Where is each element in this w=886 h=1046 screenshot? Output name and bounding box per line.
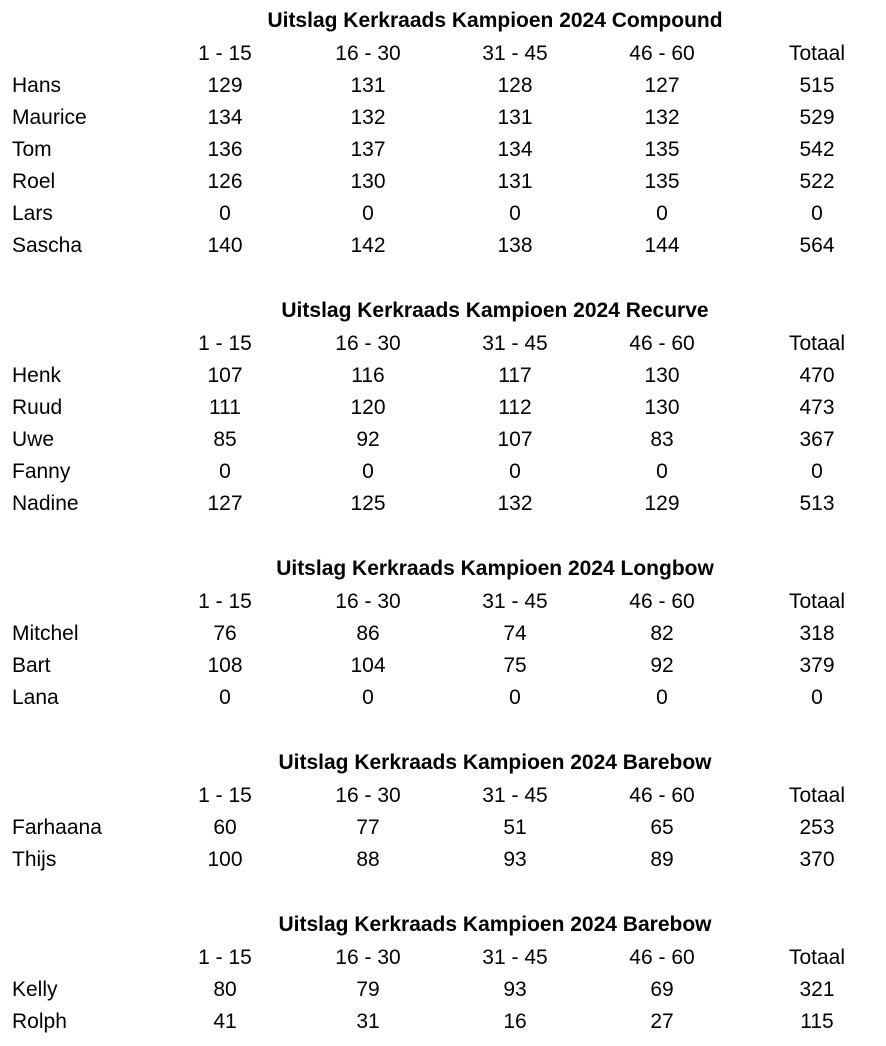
- table-row: [0, 974, 886, 1006]
- archer-name: Rolph: [12, 1010, 67, 1033]
- round-score: 86: [356, 622, 380, 645]
- table-row: [0, 134, 886, 166]
- round-score: 0: [362, 686, 374, 709]
- round-score: 120: [350, 396, 386, 419]
- round-score: 0: [219, 202, 231, 225]
- table-title-row: [0, 552, 886, 586]
- total-score: 0: [811, 202, 823, 225]
- round-score: 131: [497, 106, 533, 129]
- table-row: [0, 488, 886, 520]
- column-header: Totaal: [788, 590, 846, 613]
- table-title-row: [0, 294, 886, 328]
- round-score: 0: [219, 460, 231, 483]
- total-score: 379: [799, 654, 835, 677]
- round-score: 0: [509, 460, 521, 483]
- archer-name: Ruud: [12, 396, 63, 419]
- round-score: 0: [509, 686, 521, 709]
- column-header: 31 - 45: [482, 590, 548, 613]
- table-header-row: [0, 328, 886, 360]
- round-score: 129: [644, 492, 680, 515]
- table-title-row: [0, 908, 886, 942]
- results-table: [0, 4, 886, 262]
- round-score: 79: [356, 978, 380, 1001]
- round-score: 89: [650, 848, 674, 871]
- table-row: [0, 424, 886, 456]
- round-score: 117: [498, 364, 532, 387]
- table-row: [0, 70, 886, 102]
- total-score: 370: [799, 848, 835, 871]
- column-header: 16 - 30: [335, 42, 401, 65]
- round-score: 31: [356, 1010, 380, 1033]
- column-header: 1 - 15: [198, 590, 252, 613]
- round-score: 131: [497, 170, 533, 193]
- round-score: 100: [207, 848, 243, 871]
- table-row: [0, 230, 886, 262]
- table-title-row: [0, 4, 886, 38]
- column-header: 1 - 15: [198, 332, 252, 355]
- table-row: [0, 682, 886, 714]
- round-score: 0: [509, 202, 521, 225]
- archer-name: Mitchel: [12, 622, 79, 645]
- column-header: 46 - 60: [629, 42, 695, 65]
- round-score: 137: [350, 138, 386, 161]
- round-score: 136: [207, 138, 243, 161]
- round-score: 112: [498, 396, 532, 419]
- results-table: [0, 908, 886, 1038]
- round-score: 0: [362, 202, 374, 225]
- archer-name: Bart: [12, 654, 51, 677]
- round-score: 0: [656, 202, 668, 225]
- column-header: 46 - 60: [629, 784, 695, 807]
- archer-name: Farhaana: [12, 816, 102, 839]
- results-table: [0, 746, 886, 876]
- round-score: 138: [497, 234, 533, 257]
- total-score: 529: [799, 106, 835, 129]
- archer-name: Fanny: [12, 460, 71, 483]
- column-header: Totaal: [788, 784, 846, 807]
- total-score: 321: [799, 978, 835, 1001]
- total-score: 513: [799, 492, 835, 515]
- round-score: 107: [497, 428, 533, 451]
- results-table: [0, 294, 886, 520]
- round-score: 0: [656, 460, 668, 483]
- table-row: [0, 102, 886, 134]
- archer-name: Nadine: [12, 492, 79, 515]
- table-header-row: [0, 586, 886, 618]
- column-header: Totaal: [788, 42, 846, 65]
- column-header: 31 - 45: [482, 784, 548, 807]
- column-header: 16 - 30: [335, 784, 401, 807]
- table-title: Uitslag Kerkraads Kampioen 2024 Compound: [267, 9, 723, 32]
- total-score: 115: [800, 1010, 834, 1033]
- column-header: 1 - 15: [198, 42, 252, 65]
- round-score: 132: [644, 106, 680, 129]
- round-score: 83: [650, 428, 674, 451]
- round-score: 74: [503, 622, 527, 645]
- total-score: 473: [799, 396, 835, 419]
- archer-name: Roel: [12, 170, 56, 193]
- archer-name: Thijs: [12, 848, 57, 871]
- total-score: 367: [799, 428, 835, 451]
- total-score: 515: [799, 74, 835, 97]
- round-score: 75: [503, 654, 527, 677]
- table-row: [0, 650, 886, 682]
- round-score: 77: [356, 816, 380, 839]
- archer-name: Tom: [12, 138, 52, 161]
- table-header-row: [0, 780, 886, 812]
- round-score: 144: [644, 234, 680, 257]
- archer-name: Henk: [12, 364, 62, 387]
- round-score: 116: [351, 364, 385, 387]
- round-score: 135: [644, 170, 680, 193]
- round-score: 93: [503, 848, 527, 871]
- round-score: 76: [213, 622, 237, 645]
- column-header: 16 - 30: [335, 590, 401, 613]
- round-score: 130: [644, 396, 680, 419]
- round-score: 129: [207, 74, 243, 97]
- round-score: 82: [650, 622, 674, 645]
- round-score: 125: [350, 492, 386, 515]
- round-score: 88: [356, 848, 380, 871]
- total-score: 542: [799, 138, 835, 161]
- round-score: 27: [650, 1010, 674, 1033]
- round-score: 80: [213, 978, 237, 1001]
- round-score: 127: [644, 74, 680, 97]
- round-score: 140: [207, 234, 243, 257]
- archer-name: Lars: [12, 202, 53, 225]
- table-title: Uitslag Kerkraads Kampioen 2024 Barebow: [278, 913, 712, 936]
- round-score: 111: [209, 396, 241, 419]
- table-row: [0, 198, 886, 230]
- round-score: 107: [207, 364, 243, 387]
- column-header: Totaal: [788, 946, 846, 969]
- table-title: Uitslag Kerkraads Kampioen 2024 Recurve: [281, 299, 709, 322]
- round-score: 142: [350, 234, 386, 257]
- round-score: 0: [656, 686, 668, 709]
- round-score: 130: [644, 364, 680, 387]
- round-score: 92: [650, 654, 674, 677]
- table-row: [0, 812, 886, 844]
- archer-name: Maurice: [12, 106, 87, 129]
- table-row: [0, 392, 886, 424]
- round-score: 93: [503, 978, 527, 1001]
- total-score: 318: [799, 622, 835, 645]
- table-header-row: [0, 942, 886, 974]
- round-score: 92: [356, 428, 380, 451]
- archer-name: Hans: [12, 74, 62, 97]
- column-header: 46 - 60: [629, 946, 695, 969]
- table-header-row: [0, 38, 886, 70]
- round-score: 132: [350, 106, 386, 129]
- table-row: [0, 1006, 886, 1038]
- total-score: 0: [811, 686, 823, 709]
- round-score: 127: [207, 492, 243, 515]
- round-score: 135: [644, 138, 680, 161]
- total-score: 253: [799, 816, 835, 839]
- column-header: 1 - 15: [198, 946, 252, 969]
- round-score: 51: [503, 816, 527, 839]
- table-row: [0, 456, 886, 488]
- round-score: 126: [207, 170, 243, 193]
- column-header: 16 - 30: [335, 332, 401, 355]
- round-score: 60: [213, 816, 237, 839]
- column-header: 1 - 15: [198, 784, 252, 807]
- column-header: 31 - 45: [482, 332, 548, 355]
- table-row: [0, 618, 886, 650]
- round-score: 16: [503, 1010, 527, 1033]
- table-title: Uitslag Kerkraads Kampioen 2024 Barebow: [278, 751, 712, 774]
- round-score: 128: [497, 74, 533, 97]
- round-score: 134: [497, 138, 533, 161]
- column-header: 46 - 60: [629, 332, 695, 355]
- archer-name: Uwe: [12, 428, 55, 451]
- round-score: 134: [207, 106, 243, 129]
- round-score: 65: [650, 816, 674, 839]
- column-header: 16 - 30: [335, 946, 401, 969]
- round-score: 131: [350, 74, 386, 97]
- round-score: 104: [350, 654, 386, 677]
- total-score: 564: [799, 234, 835, 257]
- table-row: [0, 166, 886, 198]
- table-row: [0, 844, 886, 876]
- round-score: 0: [362, 460, 374, 483]
- table-title-row: [0, 746, 886, 780]
- column-header: 46 - 60: [629, 590, 695, 613]
- archer-name: Lana: [12, 686, 59, 709]
- table-title: Uitslag Kerkraads Kampioen 2024 Longbow: [276, 557, 714, 580]
- total-score: 470: [799, 364, 835, 387]
- archer-name: Kelly: [12, 978, 58, 1001]
- round-score: 0: [219, 686, 231, 709]
- results-table: [0, 552, 886, 714]
- round-score: 41: [213, 1010, 237, 1033]
- table-row: [0, 360, 886, 392]
- round-score: 85: [213, 428, 237, 451]
- column-header: 31 - 45: [482, 42, 548, 65]
- round-score: 69: [650, 978, 674, 1001]
- column-header: Totaal: [788, 332, 846, 355]
- total-score: 0: [811, 460, 823, 483]
- total-score: 522: [799, 170, 835, 193]
- results-sheet: [0, 4, 886, 1038]
- archer-name: Sascha: [12, 234, 83, 257]
- round-score: 130: [350, 170, 386, 193]
- round-score: 108: [207, 654, 243, 677]
- round-score: 132: [497, 492, 533, 515]
- column-header: 31 - 45: [482, 946, 548, 969]
